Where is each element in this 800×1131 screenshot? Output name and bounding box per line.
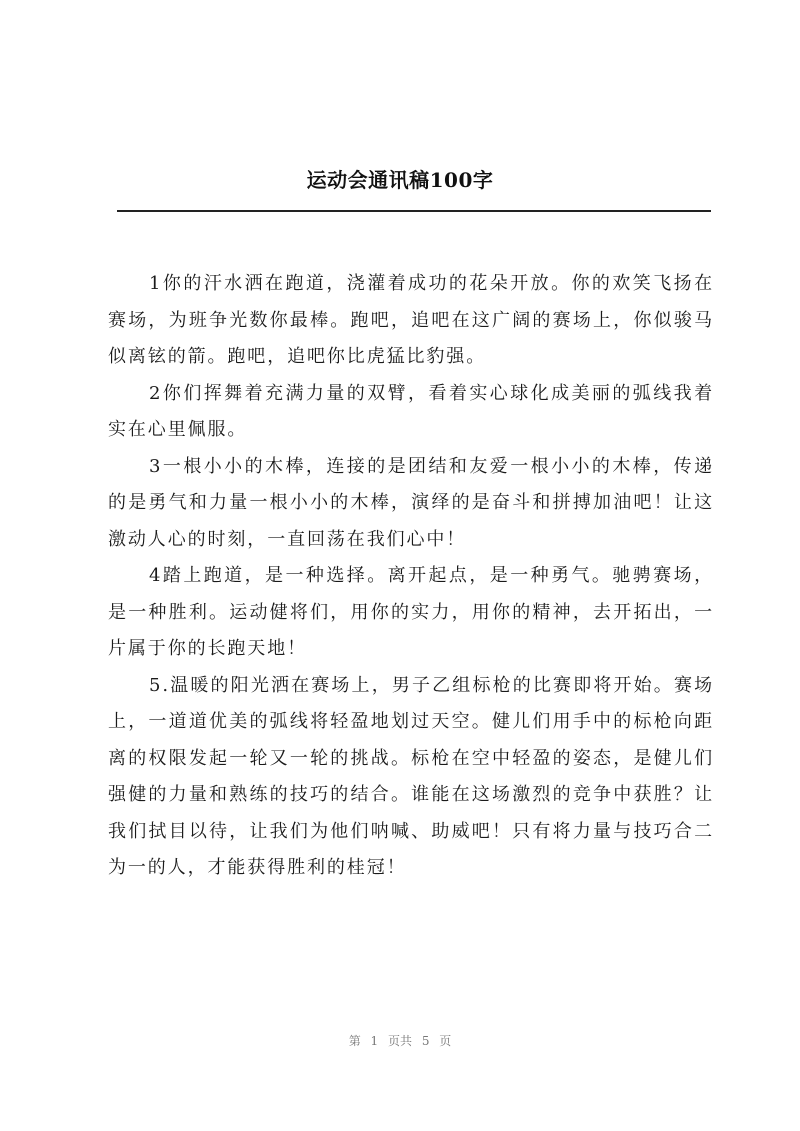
title-divider — [117, 210, 711, 212]
paragraph-1: 1你的汗水洒在跑道，浇灌着成功的花朵开放。你的欢笑飞扬在赛场，为班争光数你最棒。跑吧，追吧在这广阔的赛场上，你似骏马似离铉的箭。跑吧，追吧你比虎猛比豹强。 — [108, 273, 714, 367]
paragraph-3: 3一根小小的木棒，连接的是团结和友爱一根小小的木棒，传递的是勇气和力量一根小小的木棒，演绎的是奋斗和拼搏加油吧！让这激动人心的时刻，一直回荡在我们心中！ — [108, 455, 714, 550]
page-number-footer: 第 1 页共 5 页 — [348, 1034, 452, 1048]
paragraph-5: 5.温暖的阳光洒在赛场上，男子乙组标枪的比赛即将开始。赛场上，一道道优美的弧线将轻盈地划过天空。健儿们用手中的标枪向距离的权限发起一轮又一轮的挑战。标枪在空中轻盈的姿态，是健儿们强健的力量和熟练的技巧的结合。谁能在这场激烈的竞争中获胜？让我们拭目以待，让我们为他们呐喊、助威吧！只有将力量与技巧合二为一的人，才能获得胜利的桂冠！ — [108, 674, 714, 878]
paragraph-2: 2你们挥舞着充满力量的双臂，看着实心球化成美丽的弧线我着实在心里佩服。 — [108, 382, 714, 440]
document-title: 运动会通讯稿100字 — [306, 168, 494, 192]
paragraph-4: 4踏上跑道，是一种选择。离开起点，是一种勇气。驰骋赛场，是一种胜利。运动健将们，用你的实力，用你的精神，去开拓出，一片属于你的长跑天地！ — [108, 565, 714, 659]
document-body — [108, 266, 714, 887]
